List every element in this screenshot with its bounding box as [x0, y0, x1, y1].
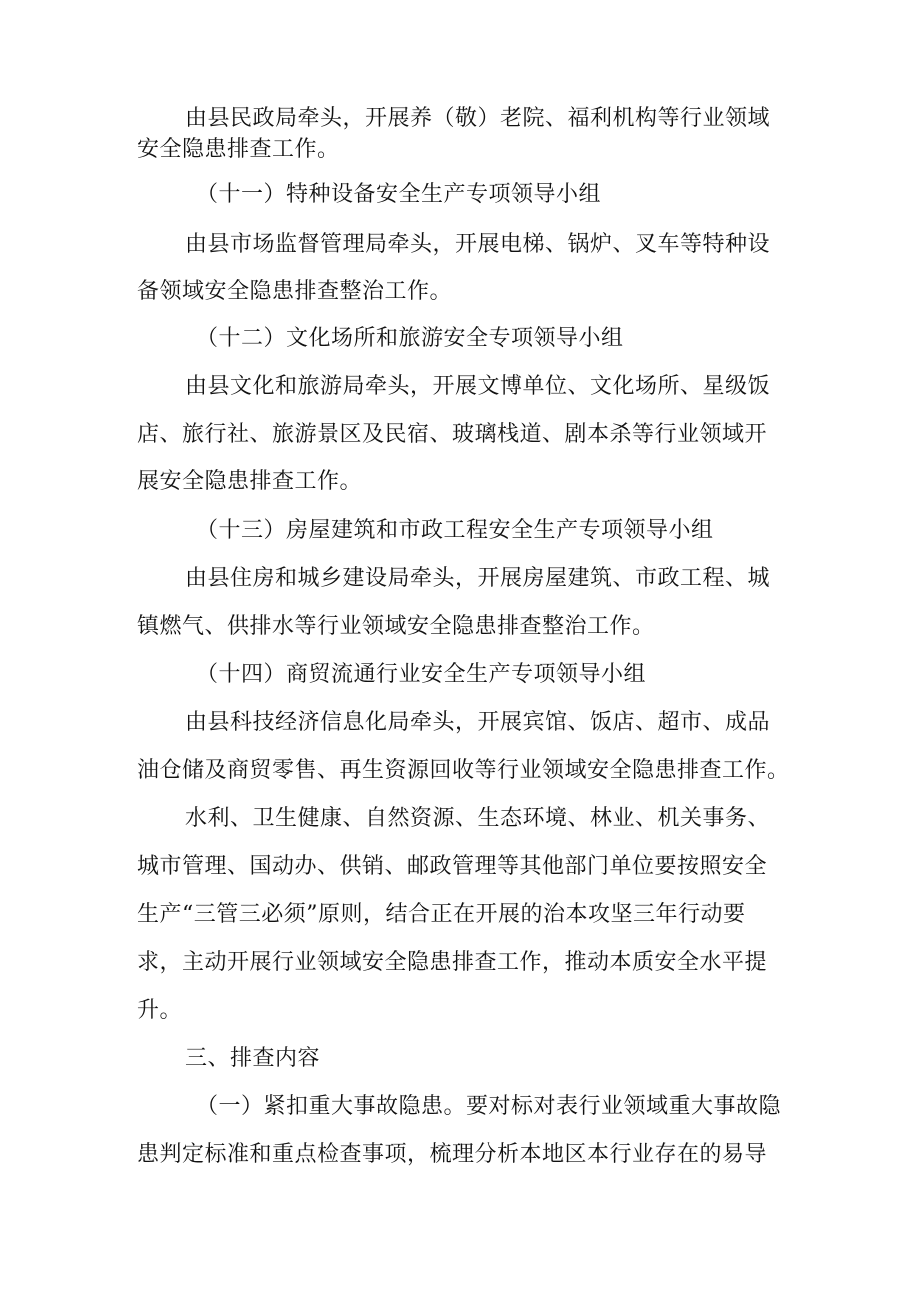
section-heading: （十二）文化场所和旅游安全专项领导小组: [196, 326, 624, 351]
body-text-line: 城市管理、国动办、供销、邮政管理等其他部门单位要按照安全: [137, 854, 768, 879]
body-text-line: 升。: [137, 998, 183, 1023]
body-text-line: 由县科技经济信息化局牵头，开展宾馆、饭店、超市、成品: [185, 710, 771, 735]
body-text-line: 安全隐患排查工作。: [137, 137, 340, 162]
body-text-line: 生产“三管三必须”原则，结合正在开展的治本攻坚三年行动要: [137, 902, 746, 927]
body-text-line: 患判定标准和重点检查事项，梳理分析本地区本行业存在的易导: [137, 1142, 768, 1167]
body-text-line: 店、旅行社、旅游景区及民宿、玻璃栈道、剧本杀等行业领域开: [137, 422, 768, 447]
section-heading: （十一）特种设备安全生产专项领导小组: [196, 182, 602, 207]
body-text-line: 求，主动开展行业领域安全隐患排查工作，推动本质安全水平提: [137, 950, 768, 975]
body-text-line: 由县民政局牵头，开展养（敬）老院、福利机构等行业领域: [185, 106, 771, 131]
body-text-line: （一）紧扣重大事故隐患。要对标对表行业领域重大事故隐: [196, 1094, 782, 1119]
body-text-line: 镇燃气、供排水等行业领域安全隐患排查整治工作。: [137, 614, 655, 639]
body-text-line: 由县文化和旅游局牵头，开展文博单位、文化场所、星级饭: [185, 374, 771, 399]
body-text-line: 展安全隐患排查工作。: [137, 469, 363, 494]
section-heading: （十四）商贸流通行业安全生产专项领导小组: [196, 662, 647, 687]
section-heading: 三、排查内容: [185, 1046, 321, 1071]
body-text-line: 由县住房和城乡建设局牵头，开展房屋建筑、市政工程、城: [185, 566, 771, 591]
body-text-line: 备领域安全隐患排查整治工作。: [137, 279, 453, 304]
section-heading: （十三）房屋建筑和市政工程安全生产专项领导小组: [196, 518, 714, 543]
body-text-line: 由县市场监督管理局牵头，开展电梯、锅炉、叉车等特种设: [185, 232, 771, 257]
body-text-line: 油仓储及商贸零售、再生资源回收等行业领域安全隐患排查工作。: [137, 758, 790, 783]
body-text-line: 水利、卫生健康、自然资源、生态环境、林业、机关事务、: [185, 806, 771, 831]
